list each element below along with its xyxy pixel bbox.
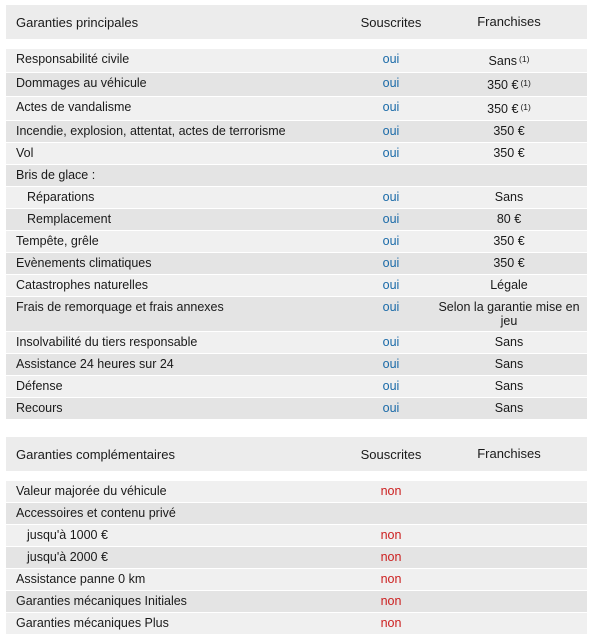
garantie-label: Evènements climatiques [16, 256, 152, 270]
table-row [6, 375, 587, 397]
souscrite-cell [351, 97, 431, 118]
garantie-label: Vol [16, 146, 34, 160]
souscrite-cell [351, 569, 431, 590]
garantie-label: Assistance panne 0 km [16, 572, 146, 586]
franchise-cell [431, 398, 587, 419]
garantie-label: Responsabilité civile [16, 52, 130, 66]
souscrite-cell [351, 49, 431, 70]
garantie-label: Insolvabilité du tiers responsable [16, 335, 198, 349]
franchise-value: Sans [494, 401, 524, 415]
complementaires-header [6, 437, 587, 471]
franchise-cell [431, 297, 587, 331]
franchise-cell [431, 376, 587, 397]
garantie-label: Actes de vandalisme [16, 100, 132, 114]
franchise-value: Sans [494, 357, 524, 371]
garanties-container [6, 5, 587, 634]
franchise-cell [431, 187, 587, 208]
souscrite-value: non [380, 594, 402, 608]
table-row [6, 546, 587, 568]
table-row [6, 208, 587, 230]
garantie-label: Bris de glace : [16, 168, 96, 182]
souscrite-value: oui [382, 278, 400, 292]
table-row [6, 397, 587, 419]
franchise-cell [431, 143, 587, 164]
souscrite-value: oui [382, 212, 400, 226]
souscrite-value: non [380, 484, 402, 498]
souscrite-cell [351, 398, 431, 419]
complementaires-title: Garanties complémentaires [16, 446, 175, 462]
table-row [6, 120, 587, 142]
franchise-value: Sans [488, 54, 518, 68]
garantie-label: jusqu'à 2000 € [27, 550, 108, 564]
garantie-label: jusqu'à 1000 € [27, 528, 108, 542]
souscrite-value: oui [382, 256, 400, 270]
garantie-label: Tempête, grêle [16, 234, 99, 248]
souscrite-cell [351, 143, 431, 164]
principales-header [6, 5, 587, 39]
franchise-cell [431, 354, 587, 375]
souscrite-cell [351, 525, 431, 546]
souscrite-value: non [380, 528, 402, 542]
franchise-note: (1) [520, 78, 531, 88]
franchise-value: 350 € [493, 234, 525, 248]
table-row [6, 142, 587, 164]
table-row [6, 96, 587, 120]
garantie-label: Valeur majorée du véhicule [16, 484, 167, 498]
franchise-cell [431, 231, 587, 252]
souscrite-cell [351, 231, 431, 252]
franchise-value: 350 € [493, 124, 525, 138]
souscrite-cell [351, 275, 431, 296]
franchise-cell [431, 49, 587, 72]
franchise-cell [431, 275, 587, 296]
souscrite-value: oui [382, 100, 400, 114]
franchise-value: 80 € [496, 212, 522, 226]
complementaires-table [6, 480, 587, 634]
table-row [6, 164, 587, 186]
souscrite-cell [351, 209, 431, 230]
souscrite-cell [351, 332, 431, 353]
franchise-value: Sans [494, 190, 524, 204]
souscrite-value: non [380, 616, 402, 630]
table-row [6, 590, 587, 612]
souscrite-cell [351, 481, 431, 502]
table-row [6, 274, 587, 296]
franchise-note: (1) [519, 54, 530, 64]
souscrite-value: oui [382, 52, 400, 66]
principales-title: Garanties principales [16, 14, 139, 30]
principales-table [6, 48, 587, 419]
franchise-value: Selon la garantie mise en jeu [438, 300, 580, 328]
souscrite-value: oui [382, 357, 400, 371]
souscrite-value: oui [382, 190, 400, 204]
table-row [6, 568, 587, 590]
garantie-label: Catastrophes naturelles [16, 278, 149, 292]
souscrite-cell [351, 73, 431, 94]
principales-col-souscrites: Souscrites [360, 14, 422, 30]
complementaires-section [6, 437, 587, 634]
franchise-value: Sans [494, 335, 524, 349]
table-row [6, 72, 587, 96]
franchise-cell [431, 97, 587, 120]
table-row [6, 480, 587, 502]
table-row [6, 186, 587, 208]
garantie-label: Dommages au véhicule [16, 76, 147, 90]
table-row [6, 524, 587, 546]
souscrite-value: non [380, 550, 402, 564]
table-row [6, 296, 587, 331]
souscrite-cell [351, 591, 431, 612]
garantie-label: Recours [16, 401, 63, 415]
souscrite-value: oui [382, 335, 400, 349]
franchise-note: (1) [520, 102, 531, 112]
souscrite-cell [351, 297, 431, 318]
table-row [6, 502, 587, 524]
table-row [6, 230, 587, 252]
garantie-label: Défense [16, 379, 63, 393]
franchise-value: 350 € [487, 78, 519, 92]
franchise-value: Sans [494, 379, 524, 393]
table-row [6, 48, 587, 72]
souscrite-cell [351, 253, 431, 274]
table-row [6, 331, 587, 353]
souscrite-value: non [380, 572, 402, 586]
table-row [6, 353, 587, 375]
garantie-label: Assistance 24 heures sur 24 [16, 357, 174, 371]
garantie-label: Garanties mécaniques Plus [16, 616, 169, 630]
table-row [6, 252, 587, 274]
souscrite-cell [351, 376, 431, 397]
garantie-label: Garanties mécaniques Initiales [16, 594, 187, 608]
souscrite-cell [351, 354, 431, 375]
garantie-label: Frais de remorquage et frais annexes [16, 300, 224, 314]
franchise-cell [431, 209, 587, 230]
souscrite-value: oui [382, 379, 400, 393]
souscrite-value: oui [382, 300, 400, 314]
complementaires-col-souscrites: Souscrites [360, 446, 422, 462]
franchise-cell [431, 73, 587, 96]
complementaires-col-franchises: Franchises [477, 446, 541, 461]
franchise-cell [431, 332, 587, 353]
souscrite-value: oui [382, 124, 400, 138]
souscrite-cell [351, 121, 431, 142]
garantie-label: Incendie, explosion, attentat, actes de terrorisme [16, 124, 286, 138]
franchise-cell [431, 253, 587, 274]
principales-section [6, 5, 587, 419]
principales-col-franchises: Franchises [477, 14, 541, 29]
franchise-value: 350 € [493, 146, 525, 160]
garantie-label: Accessoires et contenu privé [16, 506, 176, 520]
souscrite-value: oui [382, 146, 400, 160]
franchise-value: 350 € [493, 256, 525, 270]
garantie-label: Réparations [27, 190, 95, 204]
franchise-value: 350 € [487, 102, 519, 116]
souscrite-cell [351, 187, 431, 208]
souscrite-value: oui [382, 234, 400, 248]
franchise-cell [431, 121, 587, 142]
souscrite-value: oui [382, 401, 400, 415]
souscrite-cell [351, 547, 431, 568]
garantie-label: Remplacement [27, 212, 112, 226]
souscrite-value: oui [382, 76, 400, 90]
franchise-value: Légale [490, 278, 528, 292]
